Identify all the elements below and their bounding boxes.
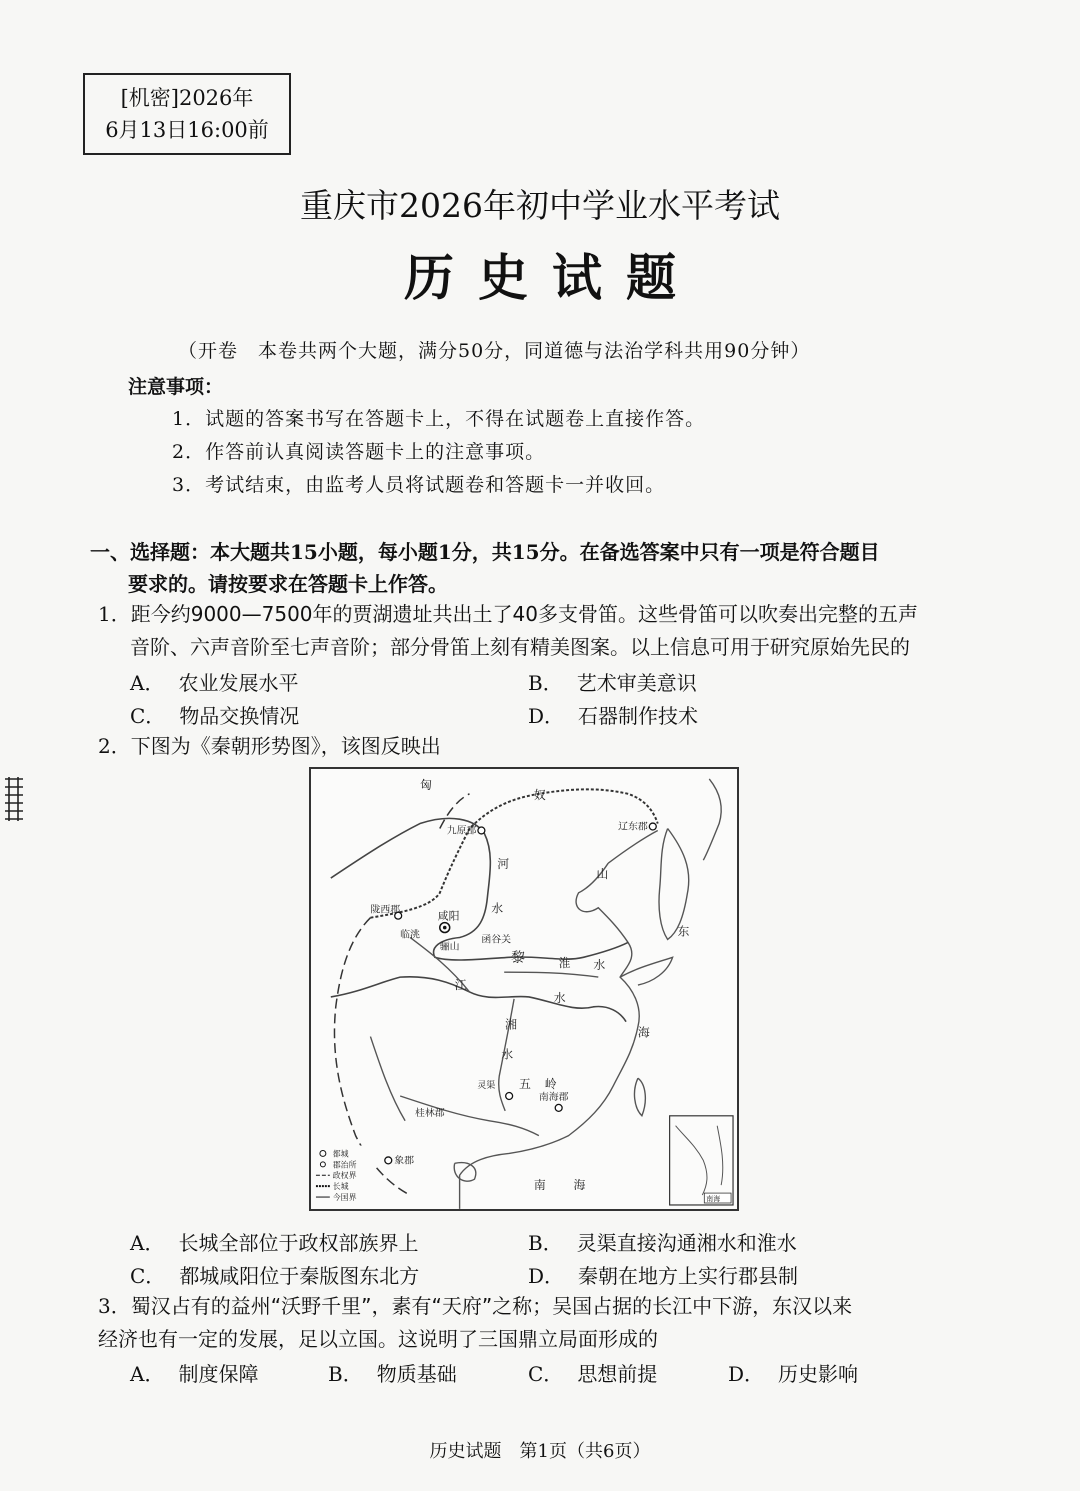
- option-c[interactable]: [130, 700, 299, 729]
- question-number: 1．: [98, 602, 131, 626]
- option-a[interactable]: [130, 1358, 258, 1387]
- confidential-line-1: [机密]2026年: [120, 86, 254, 110]
- map-label-lingqu: 灵渠: [477, 1081, 496, 1092]
- map-label-li: 黎: [511, 950, 525, 967]
- map-label-jiang: 江: [454, 978, 467, 992]
- option-letter: C．: [130, 1264, 166, 1288]
- option-text: 都城咸阳位于秦版图东北方: [179, 1264, 420, 1288]
- option-letter: D．: [528, 704, 565, 728]
- legend-label: 今国界: [332, 1193, 357, 1203]
- map-label-shui: 水: [553, 990, 566, 1005]
- shandong-peninsula: [620, 957, 673, 985]
- huai-river: [504, 972, 598, 977]
- commandery-marker: [385, 1157, 392, 1164]
- hainan-island: [454, 1163, 476, 1182]
- option-text: 制度保障: [178, 1362, 259, 1386]
- map-label-xiang-jun: 象郡: [394, 1155, 414, 1167]
- map-label-hangu: 函谷关: [481, 934, 512, 946]
- exam-title: 重庆市2026年初中学业水平考试: [300, 186, 780, 225]
- question-text: 下图为《秦朝形势图》，该图反映出: [130, 734, 441, 758]
- legend-commandery-symbol: [320, 1162, 325, 1167]
- section-heading-line-2: 要求的。请按要求在答题卡上作答。: [128, 572, 448, 596]
- exam-info: （开卷 本卷共两个大题，满分50分，同道德与法治学科共用90分钟）: [178, 340, 811, 362]
- map-label-huai: 淮: [558, 956, 571, 971]
- option-d[interactable]: [728, 1358, 858, 1387]
- coastline-north: [608, 830, 658, 863]
- binding-margin-mark: [3, 775, 25, 825]
- map-legend: [315, 1146, 374, 1205]
- map-label-ling: 岭: [544, 1077, 557, 1092]
- map-label-hai: 海: [573, 1178, 586, 1193]
- korean-peninsula: [659, 829, 689, 940]
- option-letter: C．: [130, 704, 166, 728]
- option-c[interactable]: [528, 1358, 657, 1387]
- confidential-box: [83, 73, 291, 155]
- question-2: [98, 730, 441, 763]
- option-letter: D．: [528, 1264, 565, 1288]
- option-b[interactable]: [528, 667, 697, 696]
- option-letter: B．: [528, 671, 563, 695]
- option-text: 历史影响: [778, 1362, 859, 1386]
- map-label-xianyang: 咸阳: [437, 909, 460, 923]
- option-d[interactable]: [528, 700, 698, 729]
- question-number: 3．: [98, 1294, 131, 1318]
- yangtze-river: [331, 977, 626, 1022]
- inset-label: 南海: [706, 1195, 721, 1204]
- option-text: 艺术审美意识: [576, 671, 697, 695]
- taiwan-island: [634, 1078, 645, 1116]
- map-label-he: 河: [497, 857, 510, 872]
- option-a[interactable]: [130, 1227, 418, 1256]
- notice-heading: 注意事项：: [128, 376, 224, 398]
- legend-label: 长城: [332, 1182, 349, 1192]
- option-letter: A．: [130, 1231, 165, 1255]
- legend-label: 政权界: [332, 1171, 357, 1181]
- question-3: [98, 1290, 998, 1356]
- option-a[interactable]: [130, 667, 298, 696]
- map-label-dong: 东: [677, 924, 690, 939]
- commandery-marker: [555, 1104, 562, 1111]
- question-number: 2．: [98, 734, 131, 758]
- option-letter: B．: [528, 1231, 563, 1255]
- option-letter: B．: [328, 1362, 363, 1386]
- map-label-xiang: 湘: [505, 1017, 518, 1032]
- south-china-sea-inset: [670, 1116, 733, 1205]
- option-d[interactable]: [528, 1260, 798, 1289]
- option-letter: C．: [528, 1362, 564, 1386]
- map-label-wu: 五: [519, 1077, 531, 1092]
- map-label-nanhai-jun: 南海郡: [538, 1091, 569, 1103]
- option-letter: A．: [130, 671, 165, 695]
- qin-dynasty-map: [309, 767, 739, 1211]
- map-label-shui: 水: [593, 958, 606, 973]
- option-text: 长城全部位于政权部族界上: [178, 1231, 419, 1255]
- subject-title: 历史试题: [404, 248, 700, 307]
- commandery-marker: [506, 1093, 513, 1100]
- map-label-longxi: 陇西郡: [370, 904, 401, 916]
- commandery-marker: [478, 827, 485, 834]
- question-text: 经济也有一定的发展，足以立国。这说明了三国鼎立局面形成的: [98, 1327, 658, 1351]
- section-heading-line-1: 一、选择题：本大题共15小题，每小题1分，共15分。在备选答案中只有一项是符合题目: [90, 540, 880, 564]
- map-label-hai: 海: [637, 1025, 650, 1040]
- capital-marker-dot: [443, 926, 447, 930]
- option-b[interactable]: [328, 1358, 457, 1387]
- option-c[interactable]: [130, 1260, 419, 1289]
- question-text: 蜀汉占有的益州“沃野千里”，素有“天府”之称；吴国占据的长江中下游，东汉以来: [130, 1294, 853, 1318]
- page-footer: 历史试题 第1页（共6页）: [429, 1441, 651, 1462]
- option-text: 秦朝在地方上实行郡县制: [578, 1264, 799, 1288]
- map-label-xiongnu: 奴: [533, 787, 546, 802]
- map-label-jiuyuan: 九原郡: [446, 825, 477, 837]
- southwest-river: [370, 1037, 405, 1121]
- option-letter: A．: [130, 1362, 165, 1386]
- coastline: [460, 863, 640, 1209]
- political-boundary: [334, 794, 469, 1195]
- map-label-liaodong: 辽东郡: [618, 821, 648, 833]
- legend-label: 都城: [332, 1149, 349, 1159]
- option-text: 灵渠直接沟通湘水和淮水: [576, 1231, 797, 1255]
- great-wall: [370, 789, 657, 917]
- map-label-lintao: 临洮: [400, 929, 420, 941]
- map-label-shui: 水: [501, 1047, 514, 1062]
- option-text: 农业发展水平: [178, 671, 299, 695]
- legend-label: 郡治所: [332, 1160, 357, 1170]
- option-text: 石器制作技术: [578, 704, 699, 728]
- commandery-marker: [649, 823, 656, 830]
- option-b[interactable]: [528, 1227, 797, 1256]
- map-label-guilin: 桂林郡: [415, 1107, 445, 1119]
- notice-item: 2．作答前认真阅读答题卡上的注意事项。: [172, 441, 546, 463]
- map-label-nan: 南: [533, 1178, 546, 1193]
- question-text: 音阶、六声音阶至七声音阶；部分骨笛上刻有精美图案。以上信息可用于研究原始先民的: [130, 635, 910, 659]
- option-text: 物品交换情况: [179, 704, 300, 728]
- map-label-xiongnu: 匈: [419, 777, 432, 792]
- map-label-shui: 水: [491, 901, 504, 916]
- option-letter: D．: [728, 1362, 765, 1386]
- map-label-lishan: 骊山: [439, 941, 460, 953]
- confidential-line-2: 6月13日16:00前: [105, 118, 269, 142]
- option-text: 思想前提: [577, 1362, 658, 1386]
- notice-item: 1．试题的答案书写在答题卡上，不得在试题卷上直接作答。: [172, 408, 706, 430]
- notice-item: 3．考试结束，由监考人员将试题卷和答题卡一并收回。: [172, 474, 666, 496]
- question-text: 距今约9000—7500年的贾湖遗址共出土了40多支骨笛。这些骨笛可以吹奏出完整的五声: [130, 602, 918, 626]
- map-label-shan: 山: [596, 867, 609, 882]
- section-heading: [90, 536, 990, 600]
- question-1: [98, 598, 998, 664]
- japan-coast: [703, 779, 721, 860]
- option-text: 物质基础: [376, 1362, 457, 1386]
